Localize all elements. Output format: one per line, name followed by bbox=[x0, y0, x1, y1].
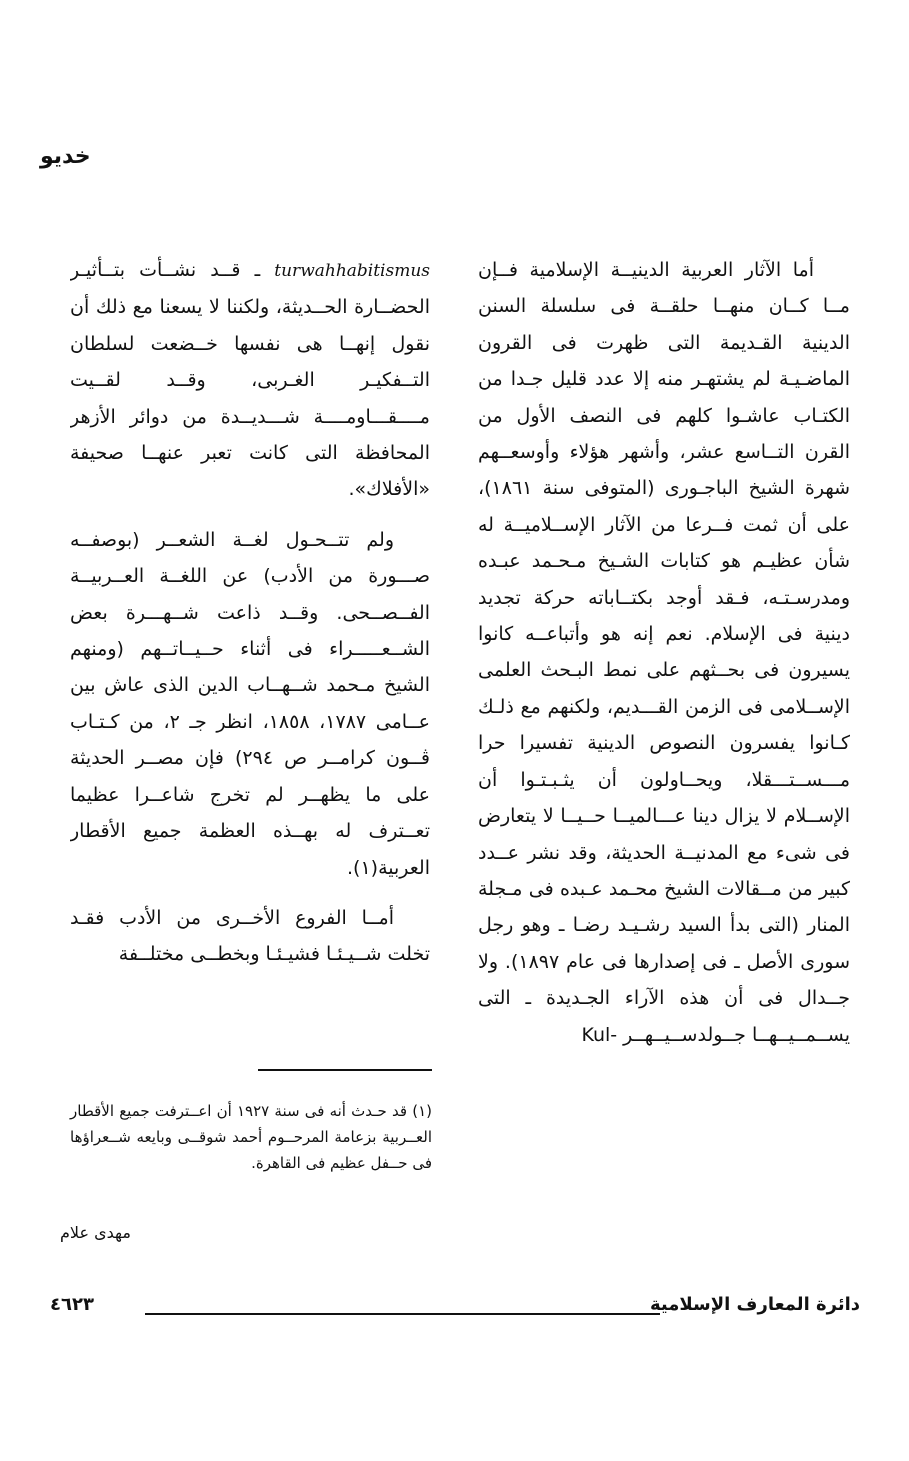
paragraph-text: ـ قــد نشــأت بتــأثيـر الحضــارة الحــديثة، ولكننا لا يسعنا مع ذلك أن نقول إنهــا هى نفسها خــضعت لسلطان التــفكيـر الغـربى، وقــد لقــيت مــــقـــاومــــة شـــديــدة من دوائر الأزهر المحافظة التى كانت تعبر عنهــا صحيفة «الأفلاك». bbox=[70, 259, 430, 501]
paragraph: أما الآثار العربية الدينيــة الإسلامية فــإن مــا كــان منهــا حلقــة فى سلسلة السنن الدينية القـديمة التى ظهرت فى القرون الماضـيـة لم يشتهـر منه إلا عدد قليل جـدا من الكتـاب عاشـوا كلهم فى النصف الأول من القرن التــاسع عشر، وأشهر هؤلاء وأوسعــهم شهرة الشيخ الباجـورى (المتوفى سنة ١٨٦١)، على أن ثمت فــرعا من الآثار الإســلاميــة له شأن عظيـم هو كتابات الشـيخ مـحـمد عبـده ومدرسـتـه، فـقد أوجد بكتــاباته حركة تجديد دينية فى الإسلام. نعم إنه هو وأتباعــه كانوا يسيرون فى بحــثهم على نمط البـحث العلمى الإســلامى فى الزمن القـــديم، ولكنهم مع ذلـك كـانوا يفسرون النصوص الدينية تفسيرا حرا مـــســتـــقلا، ويحــاولون أن يثـبـتـوا أن الإســلام لا يزال دينا عـــالميــا حــيــا لا يتعارض فى شىء مع المدنيــة الحديثة، وقد نشر عــدد كبير من مــقالات الشيخ محـمد عـبده فى مـجلة المنار (التى بدأ السيد رشـيـد رضـا ـ وهو رجل سورى الأصل ـ فى إصدارها فى عام ١٨٩٧). ولا جــدال فى أن هذه الآراء الجـديدة ـ التى يســمــيــهــا جــولدســيــهــر -Kul bbox=[478, 259, 850, 1046]
page-number: ٤٦٢٣ bbox=[50, 1294, 94, 1315]
left-column bbox=[70, 252, 430, 1032]
footnote-divider bbox=[258, 1069, 432, 1071]
latin-term: turwahhabitismus bbox=[274, 261, 430, 281]
footer-divider bbox=[145, 1313, 660, 1315]
paragraph: أمــا الفروع الأخــرى من الأدب فقـد تخلت شــيـئـا فشيـئـا وبخطــى مختلــفة bbox=[70, 906, 430, 966]
page-footer bbox=[50, 1290, 860, 1326]
right-column bbox=[478, 252, 850, 1242]
author-signature: مهدى علام bbox=[60, 1223, 131, 1242]
paragraph bbox=[70, 252, 430, 508]
footnote: (١) قد حـدث أنه فى سنة ١٩٢٧ أن اعــترفت جميع الأقطار العــربية بزعامة المرحــوم أحمد شوقــى وبايعه شــعراؤها فى حــفل عظيم فى القاهرة. bbox=[70, 1102, 432, 1172]
paragraph: ولم تتــحـول لغــة الشعــر (بوصفــه صـــورة من الأدب) عن اللغــة العــربيــة الفــصــحى. وقــد ذاعت شــهـــرة بعض الشــعـــــراء فى أثناء حــيــاتــهم (ومنهم الشيخ مـحمد شــهــاب الدين الذى عاش بين عــامى ١٧٨٧، ١٨٥٨، انظر جـ ٢، من كـتـاب ڤــون كرامــر ص ٢٩٤) فإن مصــر الحديثة على ما يظهــر لم تخرج شاعــرا عظيما تعــترف له بهــذه العظمة جميع الأقطار العربية(١). bbox=[70, 528, 430, 879]
running-header: خديو bbox=[40, 144, 91, 169]
publication-title: دائرة المعارف الإسلامية bbox=[649, 1294, 860, 1315]
